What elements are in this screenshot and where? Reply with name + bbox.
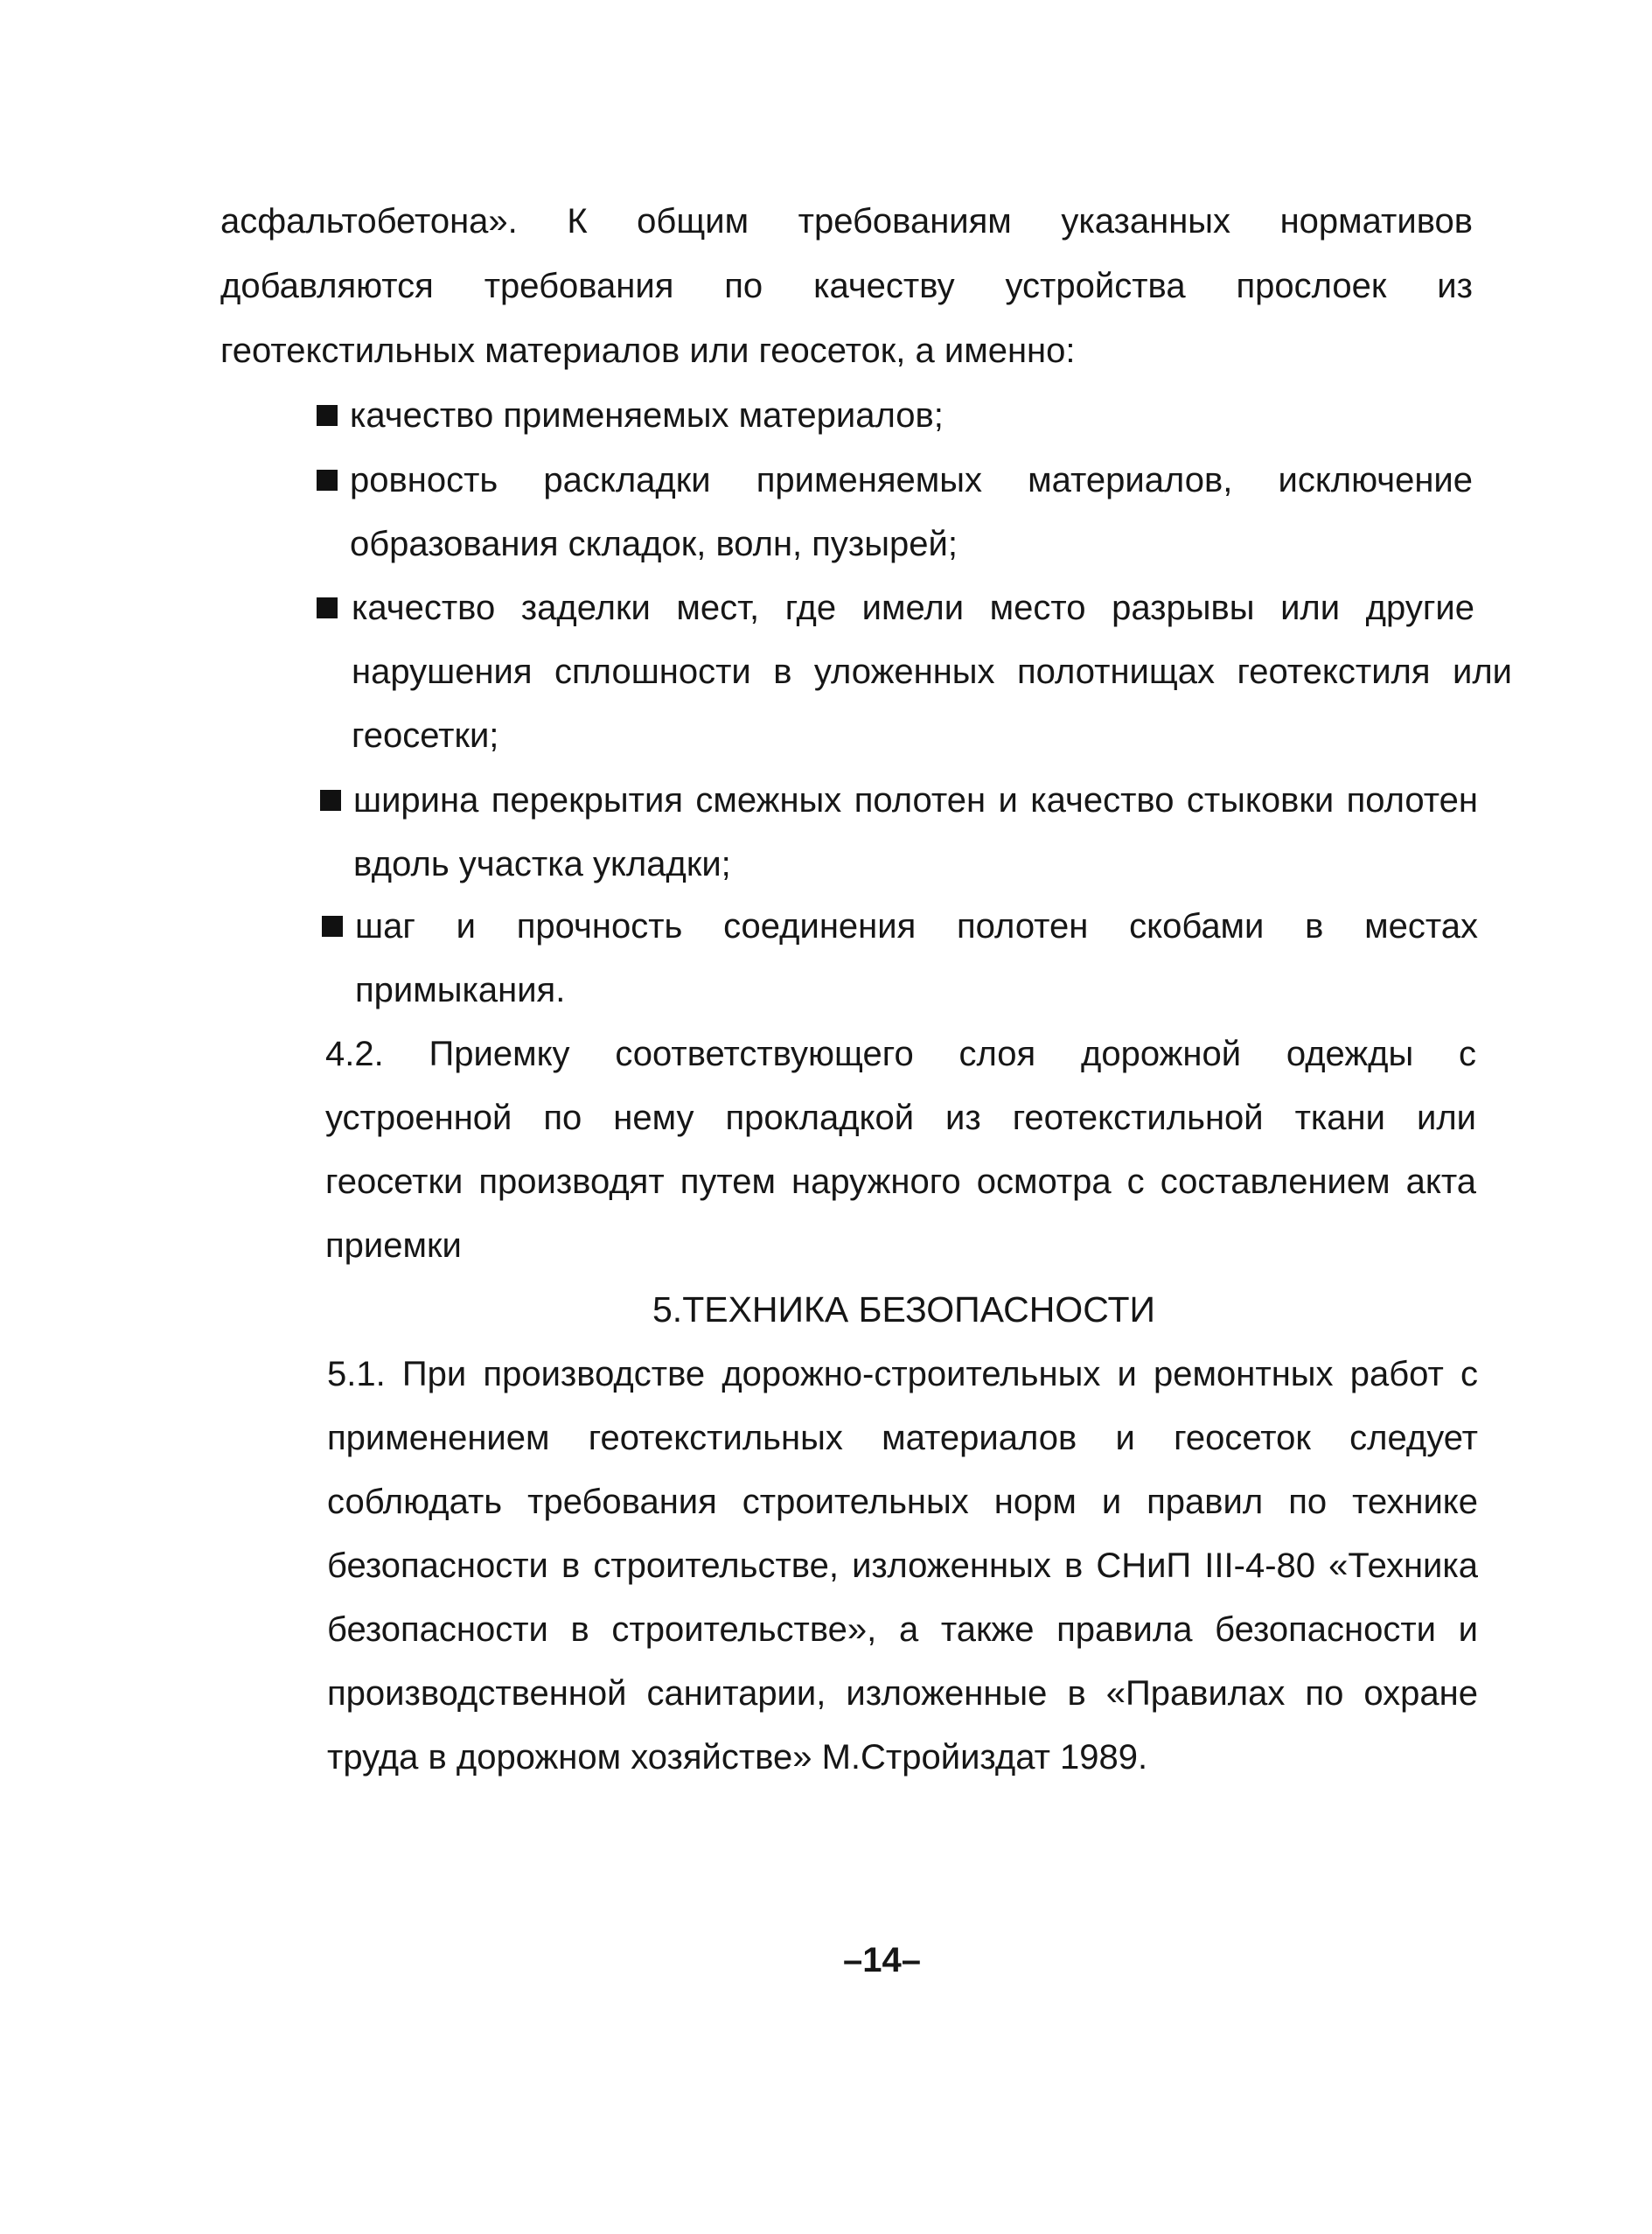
bullet-4-line-1: ширина перекрытия смежных полотен и качество стыковки полотен [353,781,1478,820]
bullet-2-line-1: ровность раскладки применяемых материалов, исключение [350,461,1473,499]
bullet-square-icon [317,405,338,426]
bullet-5-line-2: примыкания. [355,971,566,1009]
bullet-1-line-1: качество применяемых материалов; [350,396,944,435]
bullet-square-icon [317,470,338,491]
bullet-square-icon [322,916,343,937]
intro-line-1: асфальтобетона». К общим требованиям указанных нормативов [220,202,1473,241]
section-5-line-1: 5.1. При производстве дорожно-строительных и ремонтных работ с [327,1355,1478,1393]
section-5-line-4: безопасности в строительстве, изложенных в СНиП III-4-80 «Техника [327,1546,1478,1585]
section-5-line-7: труда в дорожном хозяйстве» М.Стройиздат 1989. [327,1738,1148,1777]
section-4-2-line-4: приемки [325,1226,462,1265]
section-title: 5.ТЕХНИКА БЕЗОПАСНОСТИ [652,1289,1155,1330]
section-5-line-5: безопасности в строительстве», а также правила безопасности и [327,1610,1478,1649]
intro-line-3: геотекстильных материалов или геосеток, а именно: [220,332,1076,370]
bullet-3-line-2: нарушения сплошности в уложенных полотнищах геотекстиля или [352,653,1512,691]
section-5-line-6: производственной санитарии, изложенные в «Правилах по охране [327,1674,1478,1713]
section-4-2-line-1: 4.2. Приемку соответствующего слоя дорожной одежды с [325,1035,1476,1073]
bullet-square-icon [320,790,341,811]
bullet-2-line-2: образования складок, волн, пузырей; [350,525,958,563]
page-number: –14– [843,1941,921,1979]
bullet-square-icon [317,597,338,618]
section-4-2-line-3: геосетки производят путем наружного осмотра с составлением акта [325,1162,1476,1201]
intro-line-2: добавляются требования по качеству устройства прослоек из [220,267,1473,305]
section-4-2-line-2: устроенной по нему прокладкой из геотекстильной ткани или [325,1099,1476,1137]
bullet-3-line-3: геосетки; [352,716,499,755]
bullet-3-line-1: качество заделки мест, где имели место разрывы или другие [352,589,1474,627]
bullet-5-line-1: шаг и прочность соединения полотен скобами в местах [355,907,1478,946]
section-5-line-3: соблюдать требования строительных норм и правил по технике [327,1483,1478,1521]
bullet-4-line-2: вдоль участка укладки; [353,845,731,883]
section-5-line-2: применением геотекстильных материалов и геосеток следует [327,1419,1478,1457]
